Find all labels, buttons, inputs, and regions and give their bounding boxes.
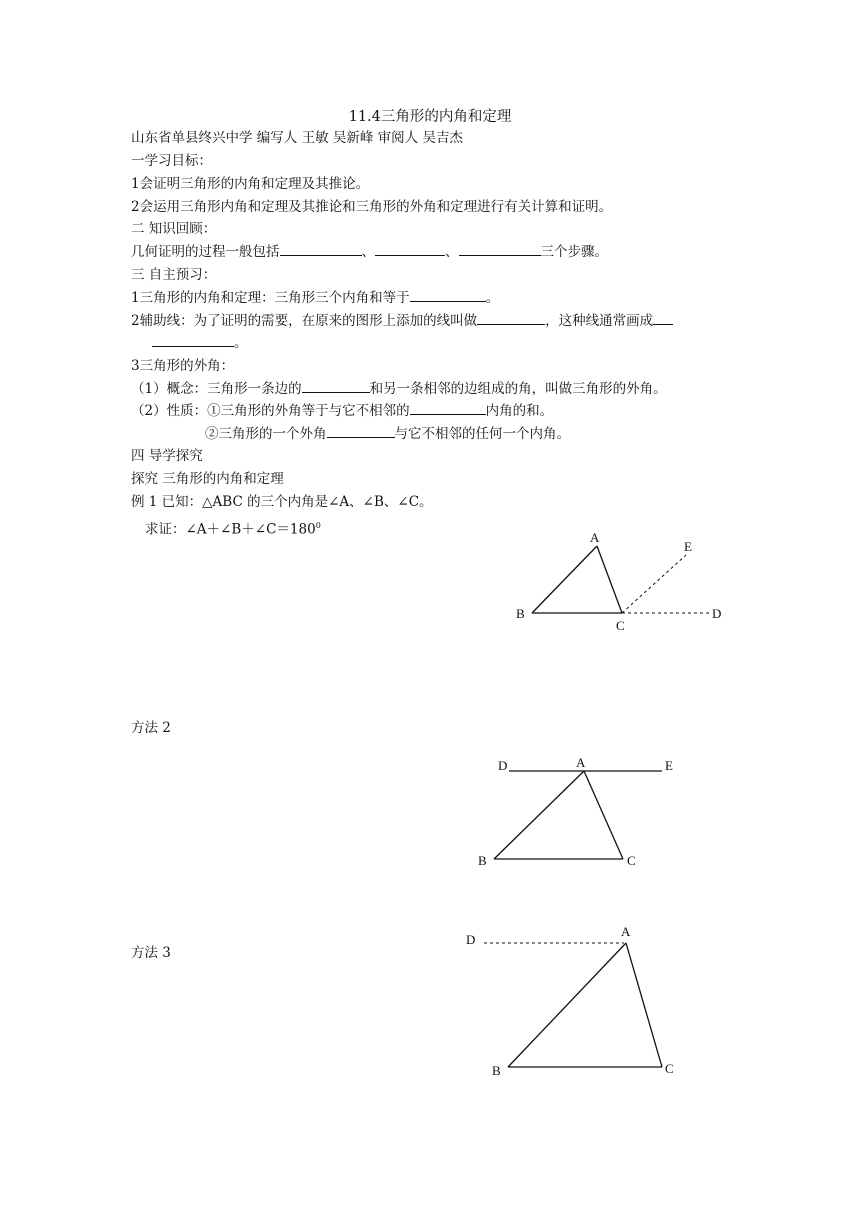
fig2-label-d: D [498,758,508,773]
preview-item-2-text: 2辅助线：为了证明的需要，在原来的图形上添加的线叫做 [131,313,478,329]
goal-item-2: 2会运用三角形内角和定理及其推论和三角形的外角和定理进行有关计算和证明。 [131,199,613,215]
page-title: 11.4三角形的内角和定理 [348,109,512,125]
preview-item-2-end: 。 [234,335,248,351]
figure-3-triangle [466,924,674,1078]
fig2-label-e: E [665,758,673,773]
fig2-label-a: A [576,755,586,770]
fig3-label-d: D [466,932,476,947]
fig2-label-c: C [627,853,636,868]
goals-heading: 一学习目标： [131,153,212,169]
concept-text-b: 和另一条相邻的边组成的角，叫做三角形的外角。 [369,381,667,397]
explore-heading: 四 导学探究 [131,448,203,464]
preview-item-2-text-b: ，这种线通常画成 [545,313,654,329]
review-text-b: 三个步骤。 [540,244,608,260]
property2-text-a: ②三角形的一个外角 [205,426,327,442]
fig1-label-c: C [616,618,625,633]
fig3-label-c: C [665,1061,674,1076]
fig1-label-a: A [590,530,600,545]
explore-subheading: 探究 三角形的内角和定理 [131,471,284,487]
preview-item-1-text: 1三角形的内角和定理：三角形三个内角和等于 [131,290,410,306]
property-text-a: （2）性质：①三角形的外角等于与它不相邻的 [131,403,410,419]
method-3-label: 方法 3 [131,945,171,961]
fig3-label-b: B [492,1063,501,1078]
degree-superscript: 0 [315,521,321,530]
figure-1-triangle [516,530,721,633]
preview-item-1-end: 。 [485,290,500,306]
concept-text-a: （1）概念：三角形一条边的 [131,381,302,397]
fig2-label-b: B [478,853,487,868]
fig3-label-a: A [621,924,631,939]
author-line: 山东省单县终兴中学 编写人 王敏 吴新峰 审阅人 吴吉杰 [131,130,463,146]
review-sep-2: 、 [445,244,459,260]
review-text-a: 几何证明的过程一般包括 [131,244,280,260]
review-heading: 二 知识回顾： [131,221,217,237]
prove-text: 求证：∠A＋∠B＋∠C＝180 [145,521,316,538]
figure-2-triangle [478,755,673,868]
method-2-label: 方法 2 [131,720,171,736]
example-1: 例 1 已知：△ABC 的三个内角是∠A、∠B、∠C。 [131,494,433,510]
fig1-label-d: D [712,606,722,621]
fig1-label-e: E [684,539,692,554]
preview-heading: 三 自主预习： [131,267,217,283]
review-sep-1: 、 [361,244,375,260]
property2-text-b: 与它不相邻的任何一个内角。 [394,426,570,442]
fig1-label-b: B [516,606,525,621]
property-text-b: 内角的和。 [485,403,554,419]
preview-item-3: 3三角形的外角： [131,358,235,374]
goal-item-1: 1会证明三角形的内角和定理及其推论。 [131,176,370,192]
